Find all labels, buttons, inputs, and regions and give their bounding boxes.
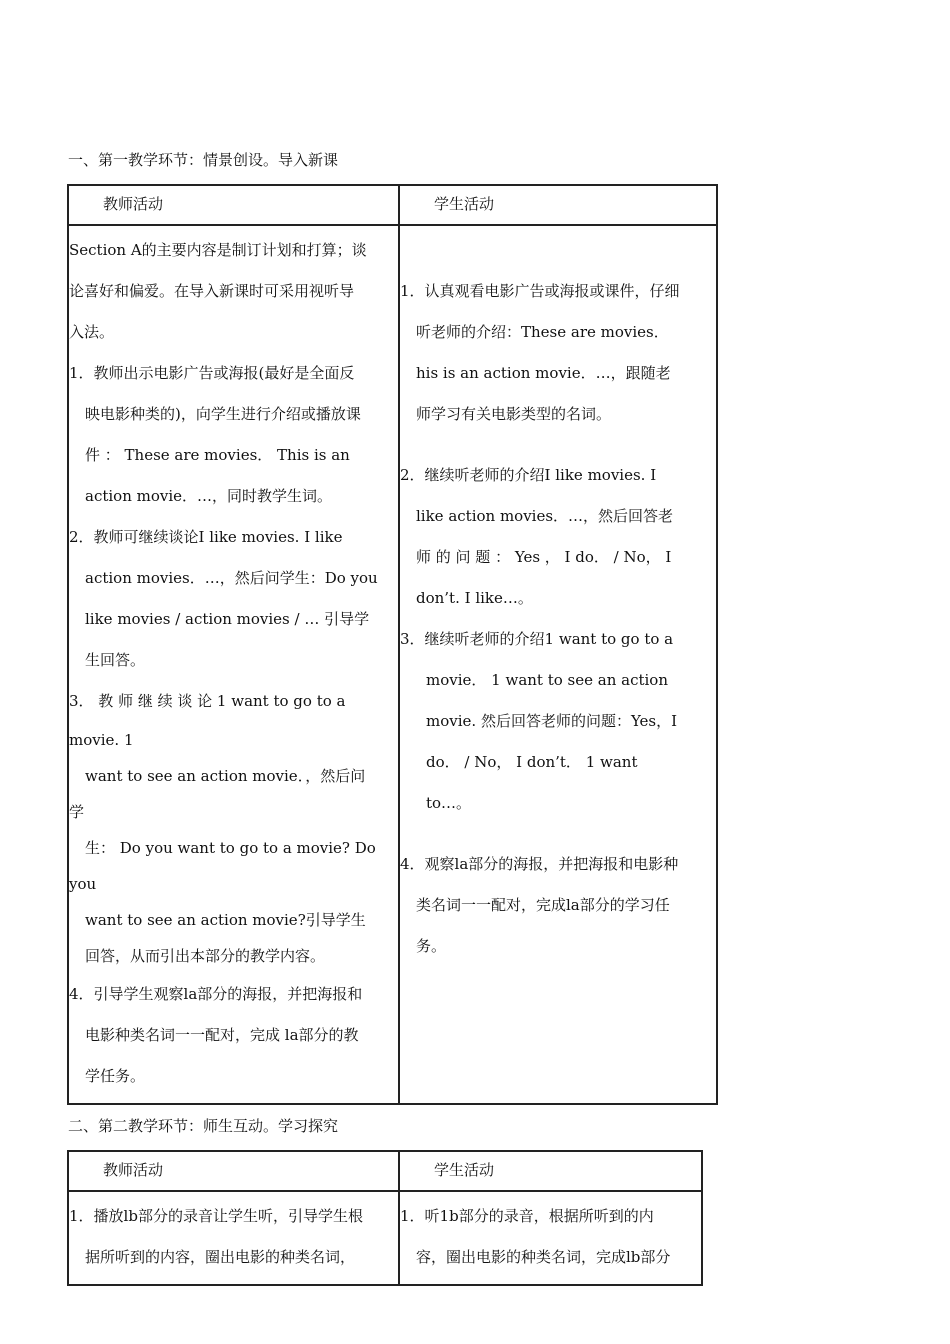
student-line: movie． 1 want to see an action (426, 671, 668, 689)
student-line: to…。 (426, 794, 472, 812)
student-line: 师 的 问 题 ： Yes ， I do． / No， I (416, 548, 672, 566)
teacher-line: 1．教师出示电影广告或海报(最好是全面反 (69, 364, 355, 382)
teacher-line: 回答，从而引出本部分的教学内容。 (85, 947, 326, 965)
teacher-activity-cell (68, 225, 399, 1104)
teacher-line: 2．教师可继续谈论I like movies. I like (69, 528, 343, 546)
teacher-line: action movie．…，同时教学生词。 (85, 487, 333, 505)
student-line: 类名词一一配对，完成la部分的学习任 (416, 896, 670, 914)
teacher-line: Section A的主要内容是制订计划和打算；谈 (69, 241, 367, 259)
teacher-line: 件 ： These are movies． This is an (85, 446, 350, 464)
student-line: 容，圈出电影的种类名词，完成lb部分 (416, 1248, 671, 1266)
student-line: don’t. I like…。 (416, 589, 533, 607)
section1-title: 一、第一教学环节：情景创设。导入新课 (68, 151, 339, 169)
teacher-line: 3． 教 师 继 续 谈 论 1 want to go to a (69, 692, 346, 710)
table-header-row (68, 1151, 702, 1191)
table-header-row (68, 185, 717, 225)
student-line: 师学习有关电影类型的名词。 (416, 405, 612, 423)
section2-title: 二、第二教学环节：师生互动。学习探究 (68, 1117, 339, 1135)
teacher-line: 学 (69, 803, 85, 821)
student-activity-cell (399, 1191, 702, 1285)
teacher-line: want to see an action movie．，然后问 (85, 767, 366, 785)
student-line: 1．听1b部分的录音，根据所听到的内 (400, 1207, 654, 1225)
teacher-line: 学任务。 (85, 1067, 146, 1085)
student-header-cell (399, 1151, 702, 1191)
student-line: 2．继续听老师的介绍I like movies. I (400, 466, 657, 484)
teacher-line: 论喜好和偏爱。在导入新课时可采用视听导 (69, 282, 355, 300)
teacher-line: 入法。 (69, 323, 115, 341)
teacher-line: want to see an action movie?引导学生 (85, 911, 366, 929)
student-header: 学生活动 (434, 1161, 495, 1179)
student-line: 听老师的介绍：These are movies． (416, 323, 669, 341)
student-line: do． / No， I don’t． 1 want (426, 753, 638, 771)
teacher-line: 生回答。 (85, 651, 146, 669)
student-line: movie. 然后回答老师的问题：Yes，I (426, 712, 678, 730)
table-body-row (68, 225, 717, 1104)
student-activity-cell (399, 225, 717, 1104)
teacher-header-cell (68, 185, 399, 225)
student-line: 务。 (416, 937, 447, 955)
teacher-line: 电影种类名词一一配对，完成 la部分的教 (85, 1026, 359, 1044)
student-line: like action movies．…，然后回答老 (416, 507, 674, 525)
teacher-line: like movies / action movies / … 引导学 (85, 610, 370, 628)
teacher-line: 映电影种类的)，向学生进行介绍或播放课 (85, 405, 361, 423)
teacher-line: 4．引导学生观察la部分的海报，并把海报和 (69, 985, 363, 1003)
student-header-cell (399, 185, 717, 225)
teacher-line: 据所听到的内容，圈出电影的种类名词， (85, 1248, 356, 1266)
teacher-activity-cell (68, 1191, 399, 1285)
teacher-header: 教师活动 (103, 1161, 164, 1179)
section2-table (67, 1150, 703, 1286)
teacher-line: action movies．…，然后问学生：Do you (85, 569, 378, 587)
student-line: 4．观察la部分的海报，并把海报和电影种 (400, 855, 679, 873)
teacher-line: 生： Do you want to go to a movie? Do (85, 839, 376, 857)
teacher-line: movie. 1 (69, 731, 134, 749)
table-body-row (68, 1191, 702, 1285)
teacher-line: 1．播放lb部分的录音让学生听，引导学生根 (69, 1207, 363, 1225)
teacher-header-cell (68, 1151, 399, 1191)
student-line: 3．继续听老师的介绍1 want to go to a (400, 630, 674, 648)
teacher-header: 教师活动 (103, 195, 164, 213)
student-header: 学生活动 (434, 195, 495, 213)
section1-table (67, 184, 718, 1105)
teacher-line: you (69, 875, 97, 893)
student-line: 1．认真观看电影广告或海报或课件，仔细 (400, 282, 680, 300)
student-line: his is an action movie．…，跟随老 (416, 364, 671, 382)
